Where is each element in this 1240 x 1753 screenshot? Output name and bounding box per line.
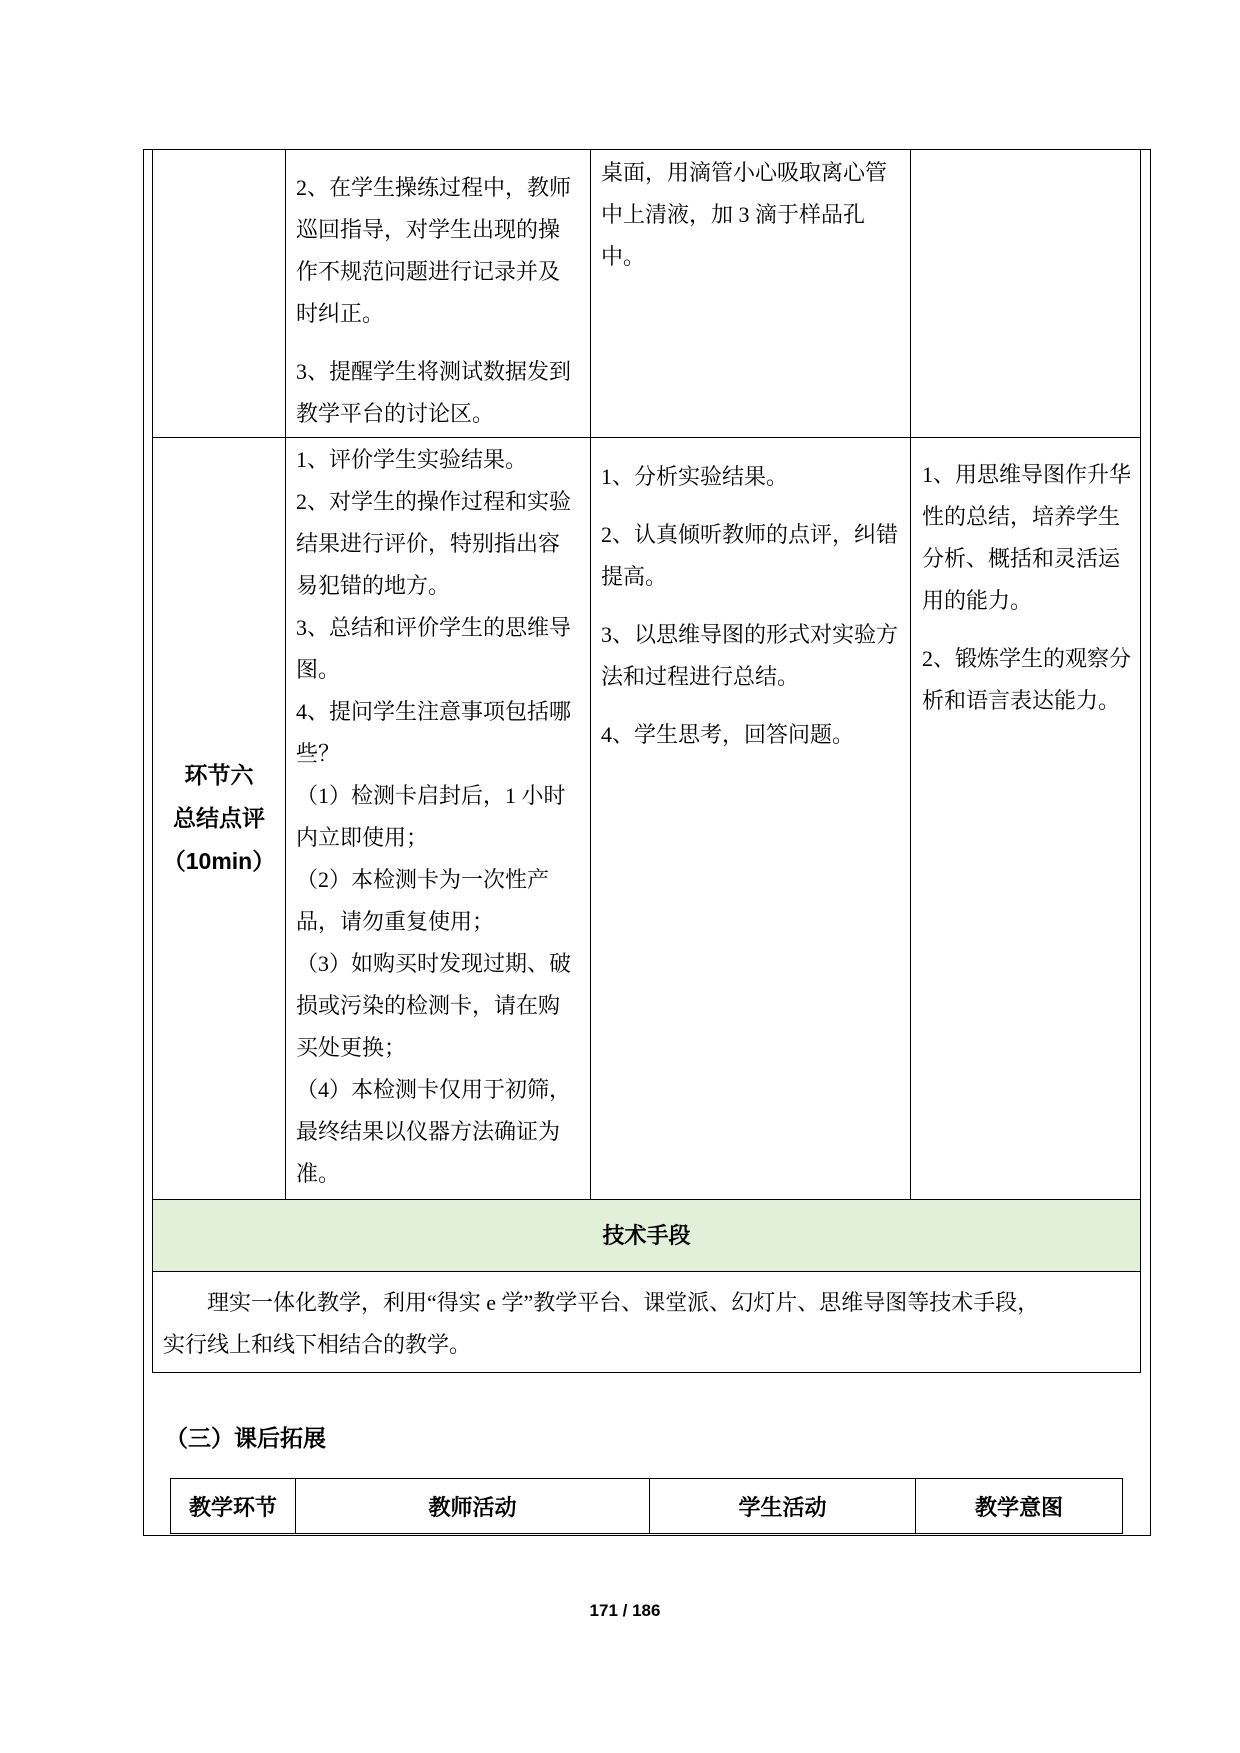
precaution-item: （2）本检测卡为一次性产 品，请勿重复使用； [296,867,550,934]
stage-label: 环节六 总结点评 （10min） [162,762,276,874]
teacher-activity-item: 3、提醒学生将测试数据发到 教学平台的讨论区。 [296,359,572,426]
section-title: （三）课后拓展 [165,1425,326,1451]
precaution-item: （3）如购买时发现过期、破 损或污染的检测卡，请在购 买处更换； [296,951,572,1060]
teacher-activity-cell-continued [286,150,590,437]
teaching-intent-cell [911,438,1140,1199]
lesson-plan-table [152,149,1141,1373]
teacher-activity-item: 2、对学生的操作过程和实验 结果进行评价，特别指出容 易犯错的地方。 [296,489,572,598]
student-activity-item: 4、学生思考，回答问题。 [601,722,855,747]
tech-means-heading-cell [153,1200,1140,1271]
teacher-activity-cell [286,438,590,1199]
header-cell-teacher-activity: 教师活动 [296,1479,649,1533]
precaution-item: （4）本检测卡仅用于初筛， 最终结果以仪器方法确证为 准。 [296,1077,572,1186]
stage-cell-continued [153,150,285,437]
page-number: 171 / 186 [589,1601,661,1620]
teaching-intent-cell-continued [911,150,1140,437]
student-activity-item: 2、认真倾听教师的点评，纠错 提高。 [601,522,899,589]
teaching-intent-item: 1、用思维导图作升华 性的总结，培养学生 分析、概括和灵活运 用的能力。 [922,462,1132,613]
teacher-activity-item: 2、在学生操练过程中，教师 巡回指导，对学生出现的操 作不规范问题进行记录并及 时纠正。 [296,175,572,326]
tech-means-heading: 技术手段 [602,1222,691,1248]
student-activity-cell [591,438,910,1199]
teacher-activity-item: 3、总结和评价学生的思维导 图。 [296,615,572,682]
header-cell-student-activity: 学生活动 [650,1479,915,1533]
tech-means-text: 理实一体化教学，利用“得实 e 学”教学平台、课堂派、幻灯片、思维导图等技术手段， 实行线上和线下相结合的教学。 [163,1290,1040,1357]
student-activity-cell-continued [591,150,910,437]
student-activity-item: 3、以思维导图的形式对实验方 法和过程进行总结。 [601,622,899,689]
tech-means-text-cell [153,1272,1140,1372]
after-class-table [170,1478,1123,1534]
student-activity-item: 桌面，用滴管小心吸取离心管 中上清液，加 3 滴于样品孔 中。 [601,160,888,269]
stage-cell [153,438,285,1199]
teacher-activity-item: 1、评价学生实验结果。 [296,447,528,472]
header-cell-teaching-intent: 教学意图 [916,1479,1122,1533]
teaching-intent-item: 2、锻炼学生的观察分 析和语言表达能力。 [922,646,1132,713]
teacher-activity-item: 4、提问学生注意事项包括哪 些？ [296,699,572,766]
header-cell-teaching-stage: 教学环节 [171,1479,295,1533]
student-activity-item: 1、分析实验结果。 [601,464,789,489]
precaution-item: （1）检测卡启封后，1 小时 内立即使用； [296,783,566,850]
